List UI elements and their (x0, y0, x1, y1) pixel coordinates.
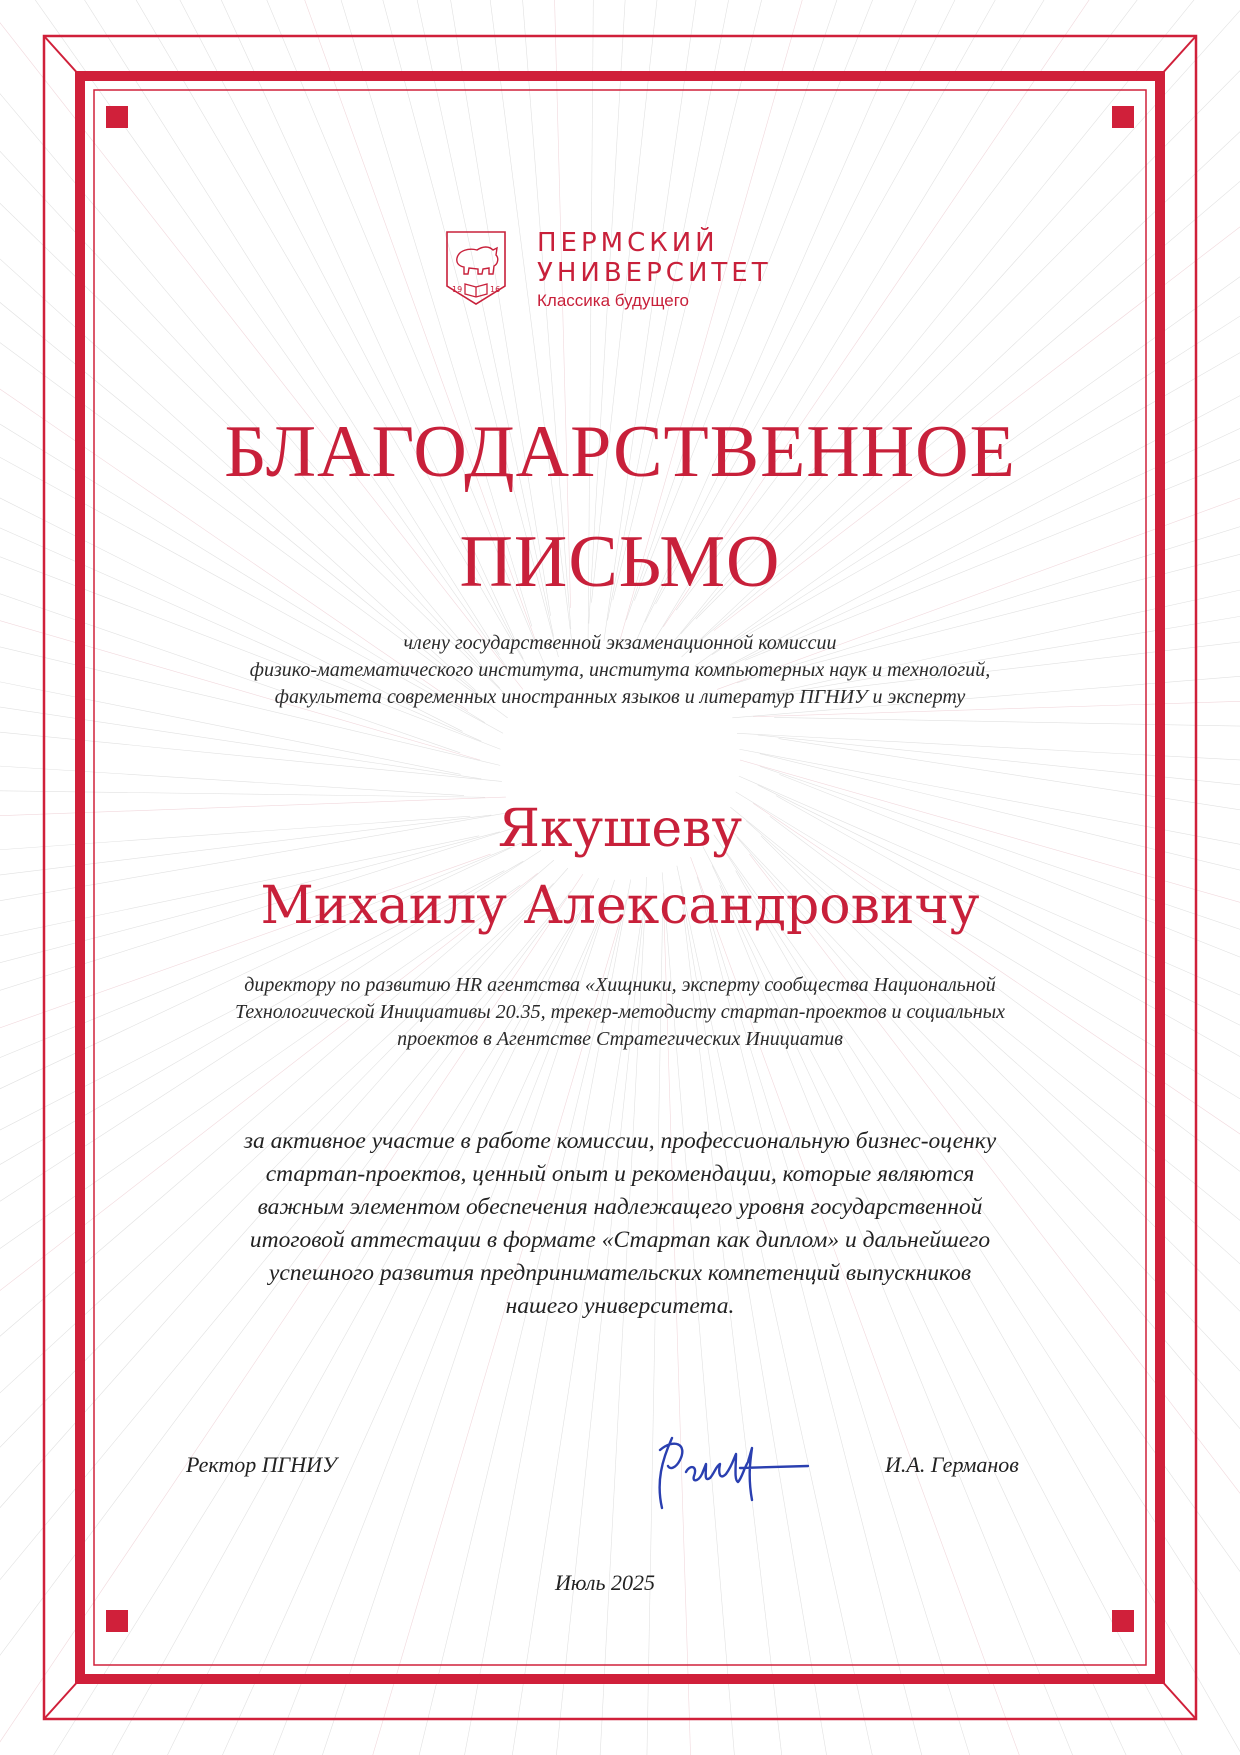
body-line: важным элементом обеспечения надлежащего уровня государственной (257, 1194, 983, 1220)
document-title-line-2: ПИСЬМО (459, 521, 781, 603)
body-text (120, 1125, 1120, 1323)
emblem-year-left: 19 (452, 285, 463, 294)
body-line: стартап-проектов, ценный опыт и рекомендации, которые являются (265, 1161, 975, 1187)
signatory-name: И.А. Германов (885, 1452, 1019, 1477)
intro-text (120, 630, 1120, 711)
recipient-description (120, 972, 1120, 1053)
logo-line-1: ПЕРМСКИЙ (537, 228, 719, 258)
recipient-given-names: Михаилу Александровичу (260, 876, 980, 936)
logo-slogan: Классика будущего (537, 291, 690, 310)
body-line: нашего университета. (505, 1293, 735, 1319)
body-line: итоговой аттестации в формате «Стартап как диплом» и дальнейшего (249, 1227, 991, 1253)
body-line: успешного развития предпринимательских компетенций выпускников (268, 1260, 972, 1286)
recipient-description-line: проектов в Агентстве Стратегических Инициатив (397, 1028, 843, 1050)
university-logo (443, 228, 813, 318)
document-title-line-1: БЛАГОДАРСТВЕННОЕ (224, 411, 1016, 493)
logo-wordmark (537, 228, 772, 312)
recipient-description-line: директору по развитию HR агентства «Хищники, эксперту сообщества Национальной (244, 974, 996, 996)
corner-square-bottom-right (1112, 1610, 1134, 1632)
corner-square-bottom-left (106, 1610, 128, 1632)
recipient-description-line: Технологической Инициативы 20.35, трекер-методисту стартап-проектов и социальных (234, 1001, 1006, 1023)
bear-book-emblem-icon (443, 228, 509, 308)
handwritten-signature-icon (640, 1420, 810, 1530)
signatory-role: Ректор ПГНИУ (186, 1452, 337, 1477)
emblem-year-right: 16 (490, 285, 501, 294)
document-date: Июль 2025 (555, 1570, 655, 1595)
intro-line: физико-математического института, института компьютерных наук и технологий, (249, 659, 991, 681)
intro-line: члену государственной экзаменационной комиссии (403, 632, 837, 654)
recipient-surname: Якушеву (497, 799, 743, 859)
corner-square-top-right (1112, 106, 1134, 128)
intro-line: факультета современных иностранных языков и литератур ПГНИУ и эксперту (274, 686, 966, 708)
body-line: за активное участие в работе комиссии, профессиональную бизнес-оценку (243, 1128, 997, 1154)
logo-line-2: УНИВЕРСИТЕТ (537, 258, 772, 288)
corner-square-top-left (106, 106, 128, 128)
